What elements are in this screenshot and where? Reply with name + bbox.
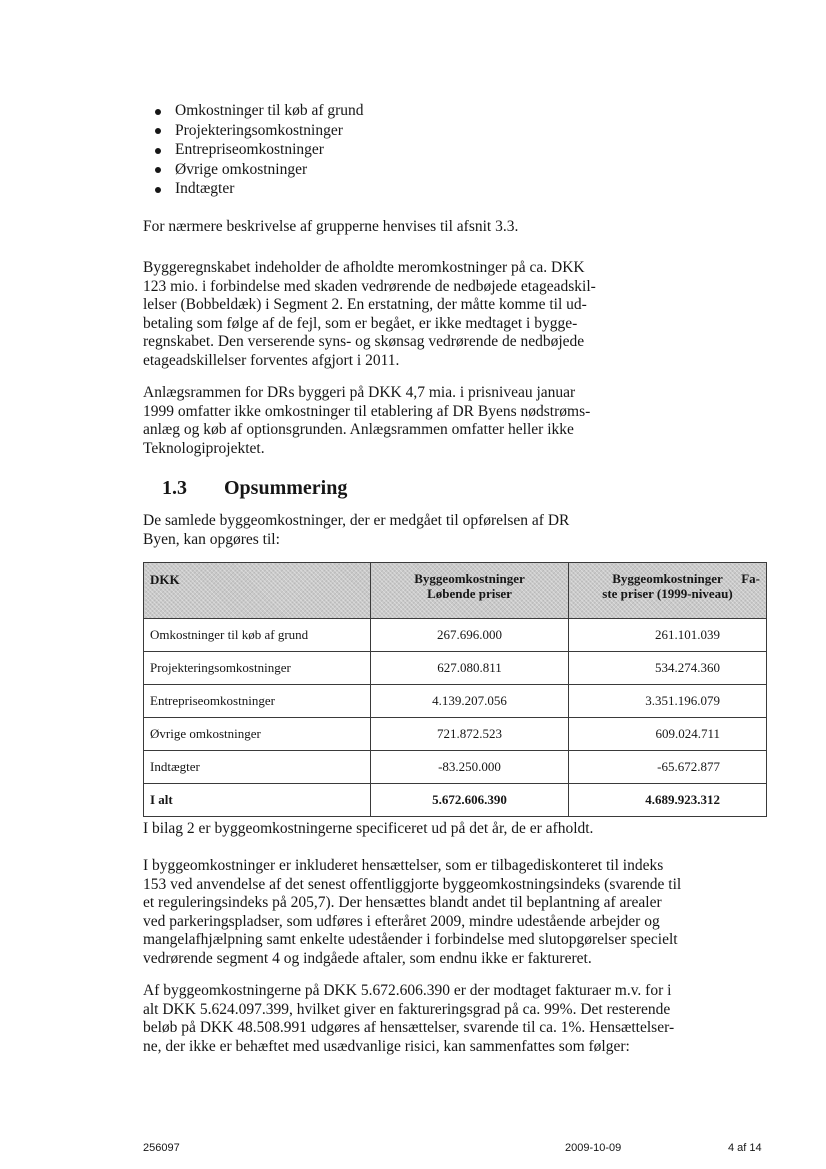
paragraph-line: Anlægsrammen for DRs byggeri på DKK 4,7 mia. i prisniveau januar: [143, 384, 576, 401]
row-label: Projekteringsomkostninger: [144, 652, 371, 685]
bullet-item: [153, 160, 364, 180]
row-current-value: -83.250.000: [371, 751, 569, 784]
paragraph-line: Byen, kan opgøres til:: [143, 530, 280, 548]
row-fixed-value: 609.024.711: [569, 718, 767, 751]
header-line-text: Byggeomkostninger: [612, 571, 723, 586]
paragraph-line: beløb på DKK 48.508.991 udgøres af hensættelser, svarende til ca. 1%. Hensættelser-: [143, 1019, 675, 1036]
paragraph-line: anlæg og køb af optionsgrunden. Anlægsrammen omfatter heller ikke: [143, 421, 574, 438]
paragraph-line: ved parkeringspladser, som udføres i efteråret 2009, mindre udestående arbejder og: [143, 912, 660, 930]
bullet-dot-icon: [155, 128, 161, 134]
paragraph-line: etageadskillelser forventes afgjort i 2011.: [143, 351, 400, 369]
row-current-value: 627.080.811: [371, 652, 569, 685]
paragraph-summary-intro: [143, 512, 683, 549]
header-currency: DKK: [144, 563, 371, 619]
paragraph-line: For nærmere beskrivelse af grupperne henvises til afsnit 3.3.: [143, 218, 519, 235]
header-line: ste priser (1999-niveau): [602, 586, 733, 601]
paragraph-invoicing: [143, 982, 683, 1056]
bullet-item: [153, 179, 364, 199]
paragraph-line: betaling som følge af de fejl, som er begået, er ikke medtaget i bygge-: [143, 314, 578, 332]
row-fixed-value: 261.101.039: [569, 619, 767, 652]
table-row: [144, 652, 767, 685]
paragraph-groups-reference: [143, 218, 683, 237]
total-fixed-value: 4.689.923.312: [569, 784, 767, 817]
row-current-value: 267.696.000: [371, 619, 569, 652]
header-line: Byggeomkostninger: [414, 571, 525, 586]
header-fixed-prices: [569, 563, 767, 619]
header-current-prices: [371, 563, 569, 619]
section-heading: [162, 476, 347, 500]
paragraph-line: I byggeomkostninger er inkluderet hensættelser, som er tilbagediskonteret til indeks: [143, 857, 664, 874]
row-current-value: 4.139.207.056: [371, 685, 569, 718]
footer-document-id: 256097: [143, 1142, 180, 1154]
paragraph-line: 153 ved anvendelse af det senest offentliggjorte byggeomkostningsindeks (svarende til: [143, 875, 682, 893]
paragraph-line: De samlede byggeomkostninger, der er medgået til opførelsen af DR: [143, 512, 570, 529]
header-line: [575, 571, 760, 586]
row-label: Øvrige omkostninger: [144, 718, 371, 751]
bullet-text: Indtægter: [175, 180, 235, 197]
paragraph-line: Byggeregnskabet indeholder de afholdte meromkostninger på ca. DKK: [143, 259, 585, 276]
paragraph-line: regnskabet. Den verserende syns- og skønsag vedrørende de nedbøjede: [143, 333, 585, 350]
section-title: Opsummering: [224, 477, 348, 499]
paragraph-line: lelser (Bobbeldæk) i Segment 2. En erstatning, der måtte komme til ud-: [143, 296, 587, 313]
paragraph-appendix-reference: [143, 820, 683, 839]
paragraph-extra-costs: [143, 259, 683, 370]
table-row: [144, 751, 767, 784]
paragraph-budget-frame: [143, 384, 683, 458]
row-fixed-value: 3.351.196.079: [569, 685, 767, 718]
paragraph-line: ne, der ikke er behæftet med usædvanlige risici, kan sammenfattes som følger:: [143, 1037, 630, 1055]
paragraph-line: Teknologiprojektet.: [143, 439, 265, 457]
row-label: Omkostninger til køb af grund: [144, 619, 371, 652]
bullet-text: Entrepriseomkostninger: [175, 141, 324, 158]
total-current-value: 5.672.606.390: [371, 784, 569, 817]
total-label: I alt: [144, 784, 371, 817]
paragraph-line: Af byggeomkostningerne på DKK 5.672.606.390 er der modtaget fakturaer m.v. for i: [143, 982, 672, 999]
table-header-row: [144, 563, 767, 619]
bullet-text: Øvrige omkostninger: [175, 160, 308, 178]
table-row: [144, 619, 767, 652]
bullet-dot-icon: [155, 148, 161, 154]
paragraph-line: alt DKK 5.624.097.399, hvilket giver en faktureringsgrad på ca. 99%. Det resterende: [143, 1000, 671, 1018]
row-label: Entrepriseomkostninger: [144, 685, 371, 718]
bullet-item: [153, 140, 364, 160]
paragraph-line: mangelafhjælpning samt enkelte udeståender i forbindelse med slutopgørelser specielt: [143, 931, 678, 948]
bullet-text: Omkostninger til køb af grund: [175, 102, 364, 119]
footer-page-number: 4 af 14: [728, 1142, 762, 1154]
header-line: Løbende priser: [427, 586, 512, 601]
bullet-item: [153, 101, 364, 121]
row-label: Indtægter: [144, 751, 371, 784]
paragraph-line: 1999 omfatter ikke omkostninger til etablering af DR Byens nødstrøms-: [143, 402, 591, 420]
bullet-dot-icon: [155, 187, 161, 193]
header-line-hyphen: Fa-: [741, 571, 760, 586]
paragraph-line: 123 mio. i forbindelse med skaden vedrørende de nedbøjede etageadskil-: [143, 277, 596, 295]
paragraph-line: et reguleringsindeks på 205,7). Der hensættes blandt andet til beplantning af arealer: [143, 894, 662, 911]
bullet-item: [153, 121, 364, 141]
row-current-value: 721.872.523: [371, 718, 569, 751]
bullet-dot-icon: [155, 167, 161, 173]
paragraph-line: vedrørende segment 4 og indgåede aftaler, som endnu ikke er faktureret.: [143, 949, 592, 967]
row-fixed-value: 534.274.360: [569, 652, 767, 685]
table-total-row: [144, 784, 767, 817]
table-row: [144, 685, 767, 718]
bullet-list: [153, 101, 364, 199]
paragraph-line: I bilag 2 er byggeomkostningerne specificeret ud på det år, de er afholdt.: [143, 820, 594, 837]
bullet-text: Projekteringsomkostninger: [175, 121, 343, 139]
footer-date: 2009-10-09: [565, 1142, 622, 1154]
row-fixed-value: -65.672.877: [569, 751, 767, 784]
table-row: [144, 718, 767, 751]
construction-costs-table: [143, 562, 767, 817]
section-number: 1.3: [162, 477, 187, 499]
paragraph-provisions: [143, 857, 683, 968]
bullet-dot-icon: [155, 109, 161, 115]
